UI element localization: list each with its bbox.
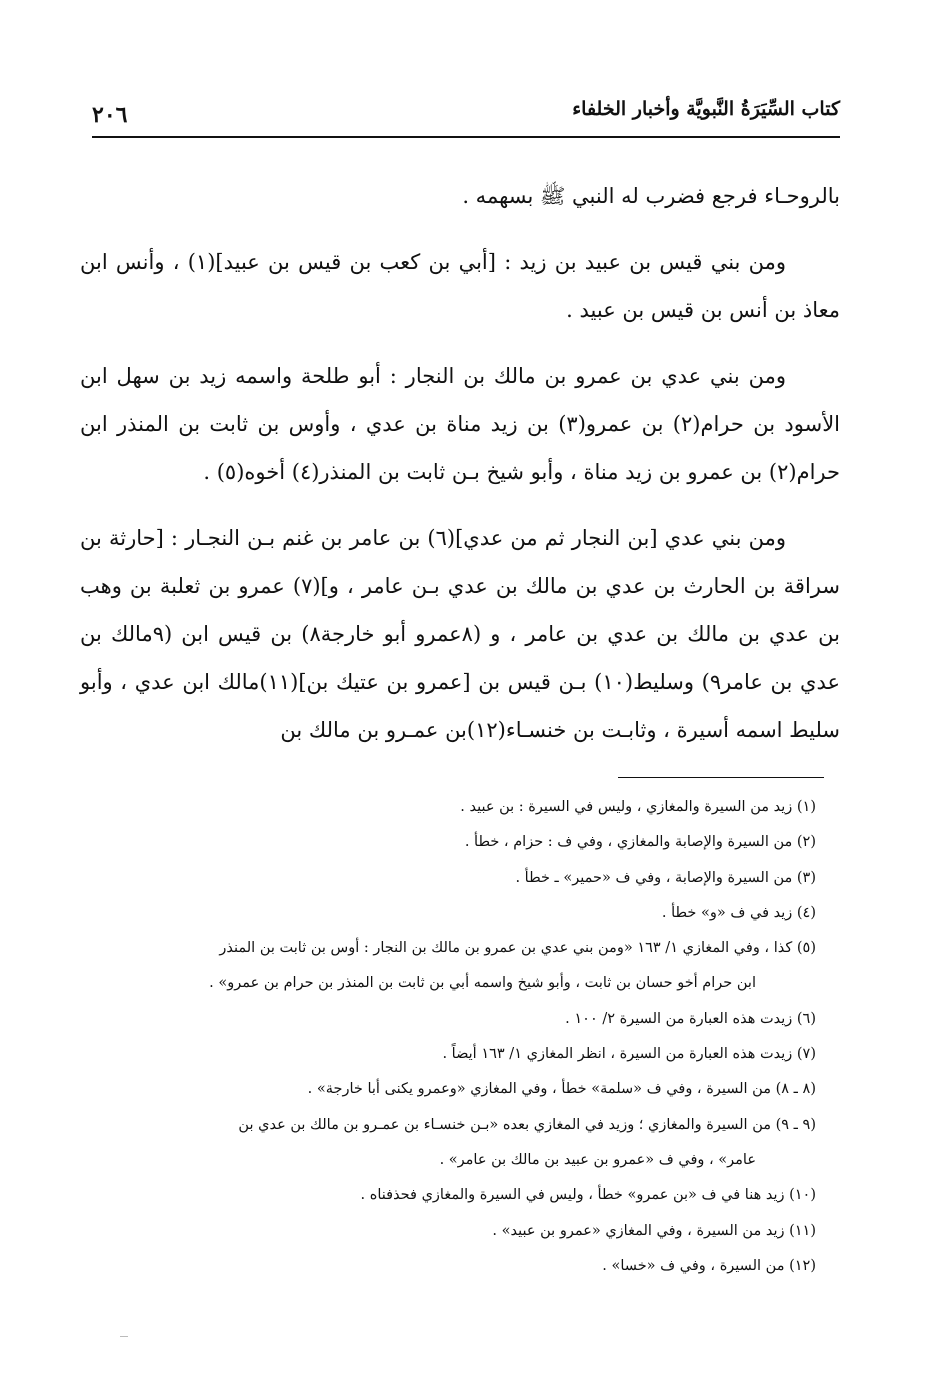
footnote	[74, 896, 832, 931]
footnote	[74, 1178, 832, 1213]
footnote	[74, 825, 832, 860]
footnote-text: (١) زيد من السيرة والمغازي ، وليس في السيرة : بن عبيد .	[460, 799, 816, 815]
footnote-text: (١١) زيد من السيرة ، وفي المغازي «عمرو بن عبيد» .	[492, 1222, 816, 1239]
footnote-text: (٧) زيدت هذه العبارة من السيرة ، انظر المغازي ١/ ١٦٣ أيضاً .	[442, 1046, 816, 1063]
footnote	[74, 790, 832, 825]
footnote-separator	[618, 777, 824, 778]
footnote-continuation: ابن حرام أخو حسان بن ثابت ، وأبو شيخ واسمه أبي بن ثابت بن المنذر بن حرام بن عمرو» .	[209, 975, 756, 992]
book-title: كتاب السِّيَرَةُ النَّبويَّة وأخبار الخلفاء	[572, 98, 840, 120]
footnote	[74, 1214, 832, 1249]
footnote-text: (٥) كذا ، وفي المغازي ١/ ١٦٣ «ومن بني عدي بن عمرو بن مالك بن النجار : أوس بن ثابت بن المنذر	[219, 940, 816, 957]
paragraph: ومن بني عدي بن عمرو بن مالك بن النجار : أبو طلحة واسمه زيد بن سهل ابن الأسود بن حرام(٢) بن عمرو(٣) بن زيد مناة بن عدي ، وأوس بن ثابت بن المنذر ابن حرام(٢) بن عمرو بن زيد مناة ، وأبو شيخ بـن ثابت بن المنذر(٤) أخوه(٥) .	[80, 364, 841, 484]
footnote-text: (٦) زيدت هذه العبارة من السيرة ٢/ ١٠٠ .	[565, 1010, 816, 1027]
footnote	[74, 931, 832, 1002]
paragraph: ومن بني قيس بن عبيد بن زيد : [أبي بن كعب بن قيس بن عبيد](١) ، وأنس ابن معاذ بن أنس بن قيس بن عبيد .	[80, 250, 840, 322]
footnote	[74, 861, 832, 896]
footnote	[74, 1002, 832, 1037]
footnote-text: (٨ ـ ٨) من السيرة ، وفي ف «سلمة» خطأ ، وفي المغازي «وعمرو يكنى أبا خارجة» .	[307, 1081, 816, 1098]
footnote	[74, 1037, 832, 1072]
footnote-text: (١٠) زيد هنا في ف «بن عمرو» خطأ ، وليس في السيرة والمغازي فحذفناه .	[360, 1187, 816, 1204]
footnotes	[74, 790, 832, 1284]
footnote	[74, 1108, 832, 1179]
page-number: ٢٠٦	[92, 102, 128, 128]
paragraph: بالروحـاء فرجع فضرب له النبي ﷺ بسهمه .	[462, 184, 840, 208]
footnote-continuation: عامر» ، وفي ف «عمرو بن عبيد بن مالك بن عامر» .	[439, 1151, 756, 1168]
footnote	[74, 1249, 832, 1284]
main-text	[80, 172, 840, 772]
scan-mark	[120, 1336, 128, 1337]
header-rule	[92, 136, 840, 138]
footnote-text: (٣) من السيرة والإصابة ، وفي ف «حمير» ـ خطأ .	[515, 869, 816, 886]
running-header	[92, 96, 840, 134]
footnote-text: (١٢) من السيرة ، وفي ف «خسا» .	[602, 1257, 816, 1274]
footnote-text: (٤) زيد في ف «و» خطأ .	[661, 904, 816, 921]
footnote-text: (٩ ـ ٩) من السيرة والمغازي ؛ وزيد في المغازي بعده «بـن خنسـاء بن عمـرو بن مالك بن عدي بن	[238, 1116, 816, 1133]
footnote-text: (٢) من السيرة والإصابة والمغازي ، وفي ف : حزام ، خطأ .	[464, 834, 816, 851]
footnote	[74, 1072, 832, 1107]
paragraph: ومن بني عدي [بن النجار ثم من عدي](٦) بن عامر بن غنم بـن النجـار : [حارثة بن سراقة بن الحارث بن عدي بن مالك بن عدي بـن عامر ، و](٧) عمرو بن ثعلبة بن وهب بن عدي بن مالك بن عدي بن عامر ، و (٨عمرو أبو خارجة٨) بن قيس ابن (٩مالك بن عدي بن عامر٩) وسليط(١٠) بـن قيس بن [عمرو بن عتيك بن](١١)مالك ابن عدي ، وأبو سليط اسمه أسيرة ، وثابـت بن خنسـاء(١٢)بن عمـرو بن مالك بن	[80, 526, 840, 742]
